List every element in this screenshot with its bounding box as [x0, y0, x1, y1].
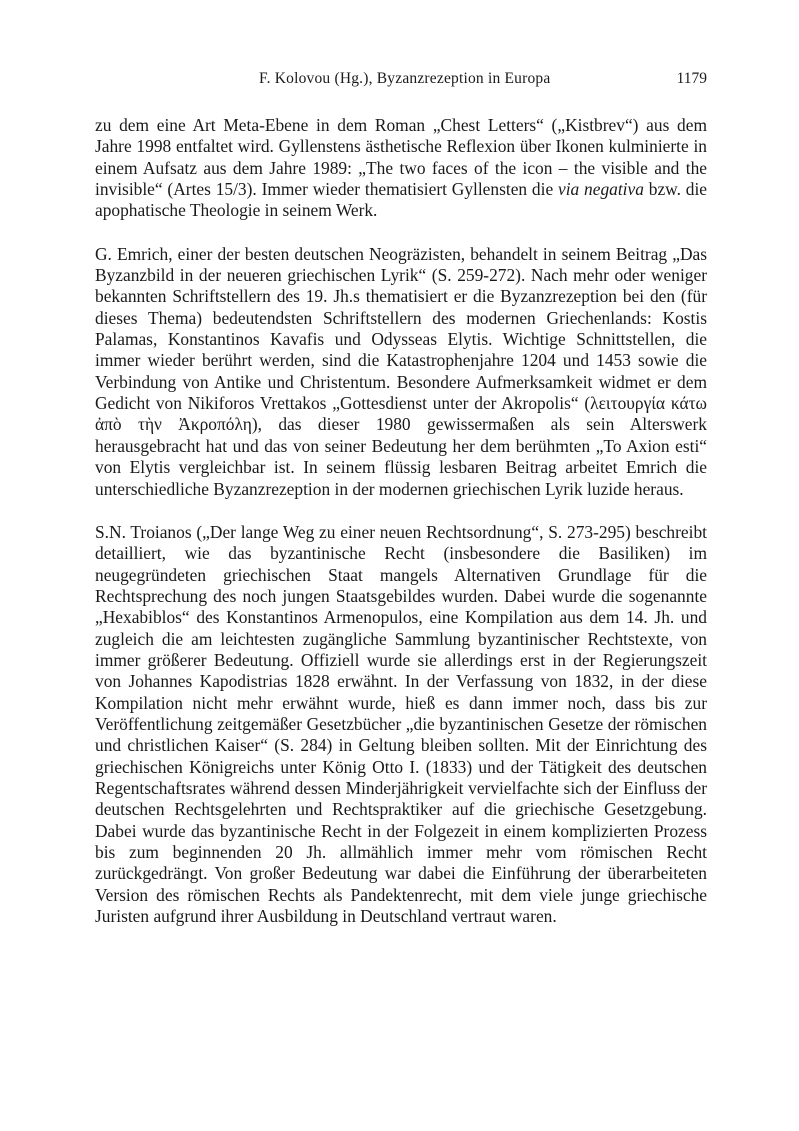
page-number: 1179 [676, 70, 707, 87]
paragraph-text: zu dem eine Art Meta-Ebene in dem Roman „Chest Letters“ („Kistbrev“) aus dem Jahre 1998 entfaltet wird. Gyllenstens ästhetische Reflexion über Ikonen kulminierte in einem Aufsatz aus dem Jahre 1989: „The two faces of the icon – the visible and the invisible“ (Artes 15/3). Immer wieder thematisiert Gyllensten die [95, 115, 707, 200]
paragraph-troianos: S.N. Troianos („Der lange Weg zu einer neuen Rechtsordnung“, S. 273-295) beschreibt detailliert, wie das byzantinische Recht (insbesondere die Basiliken) im neugegründeten griechischen Staat mangels Alternativen Grundlage für die Rechtsprechung des noch jungen Staatsgebildes wurden. Dabei wurde die sogenannte „Hexabiblos“ des Konstantinos Armenopulos, eine Kompilation aus dem 14. Jh. und zugleich die am leichtesten zugängliche Sammlung byzantinischer Rechtstexte, von immer größerer Bedeutung. Offiziell wurde sie allerdings erst in der Regierungszeit von Johannes Kapodistrias 1828 erwähnt. In der Verfassung von 1832, in der diese Kompilation nicht mehr erwähnt wurde, hieß es dann immer noch, dass bis zur Veröffentlichung zeitgemäßer Gesetzbücher „die byzantinischen Gesetze der römischen und christlichen Kaiser“ (S. 284) in Geltung bleiben sollten. Mit der Einrichtung des griechischen Königreichs unter König Otto I. (1833) und der Tätigkeit des deutschen Regentschaftsrates während dessen Minderjährigkeit vervielfachte sich der Einfluss der deutschen Rechtsgelehrten und Rechtspraktiker auf die griechische Gesetzgebung. Dabei wurde das byzantinische Recht in der Folgezeit in einem komplizierten Prozess bis zum beginnenden 20 Jh. allmählich immer mehr vom römischen Recht zurückgedrängt. Von großer Bedeutung war dabei die Einführung der überarbeiteten Version des römischen Rechts als Pandektenrecht, mit dem viele junge griechische Juristen aufgrund ihrer Ausbildung in Deutschland vertraut waren. [95, 521, 707, 927]
italic-term: via negativa [557, 179, 644, 200]
running-title: F. Kolovou (Hg.), Byzanzrezeption in Europa [259, 70, 551, 87]
paragraph-gyllensten [95, 115, 707, 222]
paragraph-text: bzw. die apophatische Theologie in seinem Werk. [95, 179, 707, 221]
running-header [95, 70, 707, 94]
paragraph-emrich: G. Emrich, einer der besten deutschen Neogräzisten, behandelt in seinem Beitrag „Das Byzanzbild in der neueren griechischen Lyrik“ (S. 259-272). Nach mehr oder weniger bekannten Schriftstellern des 19. Jh.s thematisiert er die Byzanzrezeption bei den (für dieses Thema) bedeutendsten Schriftstellern des modernen Griechenlands: Kostis Palamas, Konstantinos Kavafis und Odysseas Elytis. Wichtige Schnittstellen, die immer wieder berührt werden, sind die Katastrophenjahre 1204 und 1453 sowie die Verbindung von Antike und Christentum. Besondere Aufmerksamkeit widmet er dem Gedicht von Nikiforos Vrettakos „Gottesdienst unter der Akropolis“ (λειτουργία κάτω ἀπὸ τὴν Ἀκροπόλη), das dieser 1980 gewissermaßen als sein Alterswerk herausgebracht hat und das von seiner Bedeutung her dem berühmten „To Axion esti“ von Elytis vergleichbar ist. In seinem flüssig lesbaren Beitrag arbeitet Emrich die unterschiedliche Byzanzrezeption in der modernen griechischen Lyrik luzide heraus. [95, 243, 707, 499]
body-text [95, 115, 707, 949]
